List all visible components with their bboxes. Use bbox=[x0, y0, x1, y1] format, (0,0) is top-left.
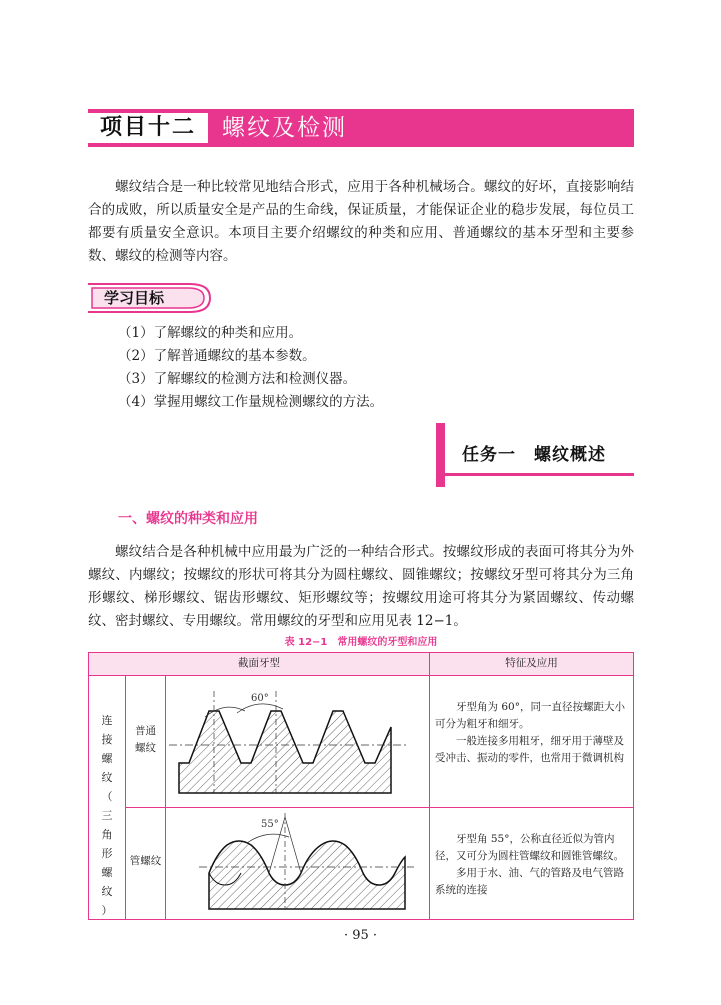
description-line: 牙型角 55°，公称直径近似为管内径，又可分为圆柱管螺纹和圆锥管螺纹。 bbox=[435, 833, 624, 862]
group-label-char: （ bbox=[101, 790, 113, 803]
group-label-char: 纹 bbox=[101, 885, 113, 898]
group-label-char: 接 bbox=[101, 733, 113, 746]
group-label bbox=[100, 711, 114, 920]
group-label-char: 角 bbox=[101, 828, 113, 841]
thread-table bbox=[88, 652, 634, 920]
thread-description bbox=[435, 699, 627, 767]
thread-name bbox=[126, 853, 165, 870]
description-line: 多用于水、油、气的管路及电气管路系统的连接 bbox=[435, 867, 624, 896]
description-line: 一般连接多用粗牙，细牙用于薄壁及受冲击、振动的零件，也常用于微调机构 bbox=[435, 735, 624, 764]
angle-label: 60° bbox=[251, 693, 269, 704]
group-label-char: 螺 bbox=[101, 866, 113, 879]
page-number: · 95 · bbox=[343, 928, 378, 943]
task-heading-underline bbox=[436, 473, 634, 476]
group-label-char: 连 bbox=[101, 714, 113, 727]
header-profile: 截面牙型 bbox=[238, 657, 280, 669]
intro-paragraph: 螺纹结合是一种比较常见地结合形式，应用于各种机械场合。螺纹的好坏，直接影响结合的成败，所以质量安全是产品的生命线，保证质量，才能保证企业的稳步发展，每位员工都要有质量安全意识。本项目主要介绍螺纹的种类和应用、普通螺纹的基本牙型和主要参数、螺纹的检测等内容。 bbox=[88, 179, 634, 264]
table-caption: 表 12−1 常用螺纹的牙型和应用 bbox=[284, 637, 438, 648]
group-label-char: 螺 bbox=[101, 752, 113, 765]
objective-item: （1）了解螺纹的种类和应用。 bbox=[118, 325, 303, 341]
thread-name bbox=[126, 723, 165, 757]
pipe-thread-diagram bbox=[169, 813, 419, 915]
thread-name-line: 普通 bbox=[135, 725, 156, 737]
description-line: 牙型角为 60°，同一直径按螺距大小可分为粗牙和细牙。 bbox=[435, 701, 625, 730]
metric-thread-diagram bbox=[169, 683, 419, 803]
column-divider bbox=[125, 675, 126, 919]
project-label: 项目十二 bbox=[88, 113, 208, 143]
objective-item: （2）了解普通螺纹的基本参数。 bbox=[118, 348, 316, 364]
task-title: 任务一 螺纹概述 bbox=[462, 445, 606, 465]
column-divider bbox=[429, 653, 430, 919]
objective-item: （4）掌握用螺纹工作量规检测螺纹的方法。 bbox=[118, 394, 384, 410]
group-label-char: ） bbox=[101, 904, 113, 917]
section-paragraph: 螺纹结合是各种机械中应用最为广泛的一种结合形式。按螺纹形成的表面可将其分为外螺纹、内螺纹；按螺纹的形状可将其分为圆柱螺纹、圆锥螺纹；按螺纹牙型可将其分为三角形螺纹、梯形螺纹、锯齿形螺纹、矩形螺纹等；按螺纹用途可将其分为紧固螺纹、传动螺纹、密封螺纹、专用螺纹。常用螺纹的牙型和应用见表 12−1。 bbox=[88, 544, 634, 629]
thread-name-line: 螺纹 bbox=[135, 742, 156, 754]
group-label-char: 纹 bbox=[101, 771, 113, 784]
group-label-char: 三 bbox=[101, 809, 113, 822]
thread-name-line: 管螺纹 bbox=[129, 855, 162, 867]
task-heading-bar bbox=[436, 423, 445, 487]
objective-item: （3）了解螺纹的检测方法和检测仪器。 bbox=[118, 371, 357, 387]
section-title: 一、螺纹的种类和应用 bbox=[118, 511, 258, 527]
thread-description bbox=[435, 831, 627, 899]
angle-label: 55° bbox=[261, 819, 279, 830]
objectives-title: 学习目标 bbox=[104, 289, 165, 307]
header-feature: 特征及应用 bbox=[505, 657, 558, 669]
group-label-char: 形 bbox=[101, 847, 113, 860]
row-divider bbox=[125, 807, 633, 808]
column-divider bbox=[165, 675, 166, 919]
project-title: 螺纹及检测 bbox=[222, 115, 347, 141]
